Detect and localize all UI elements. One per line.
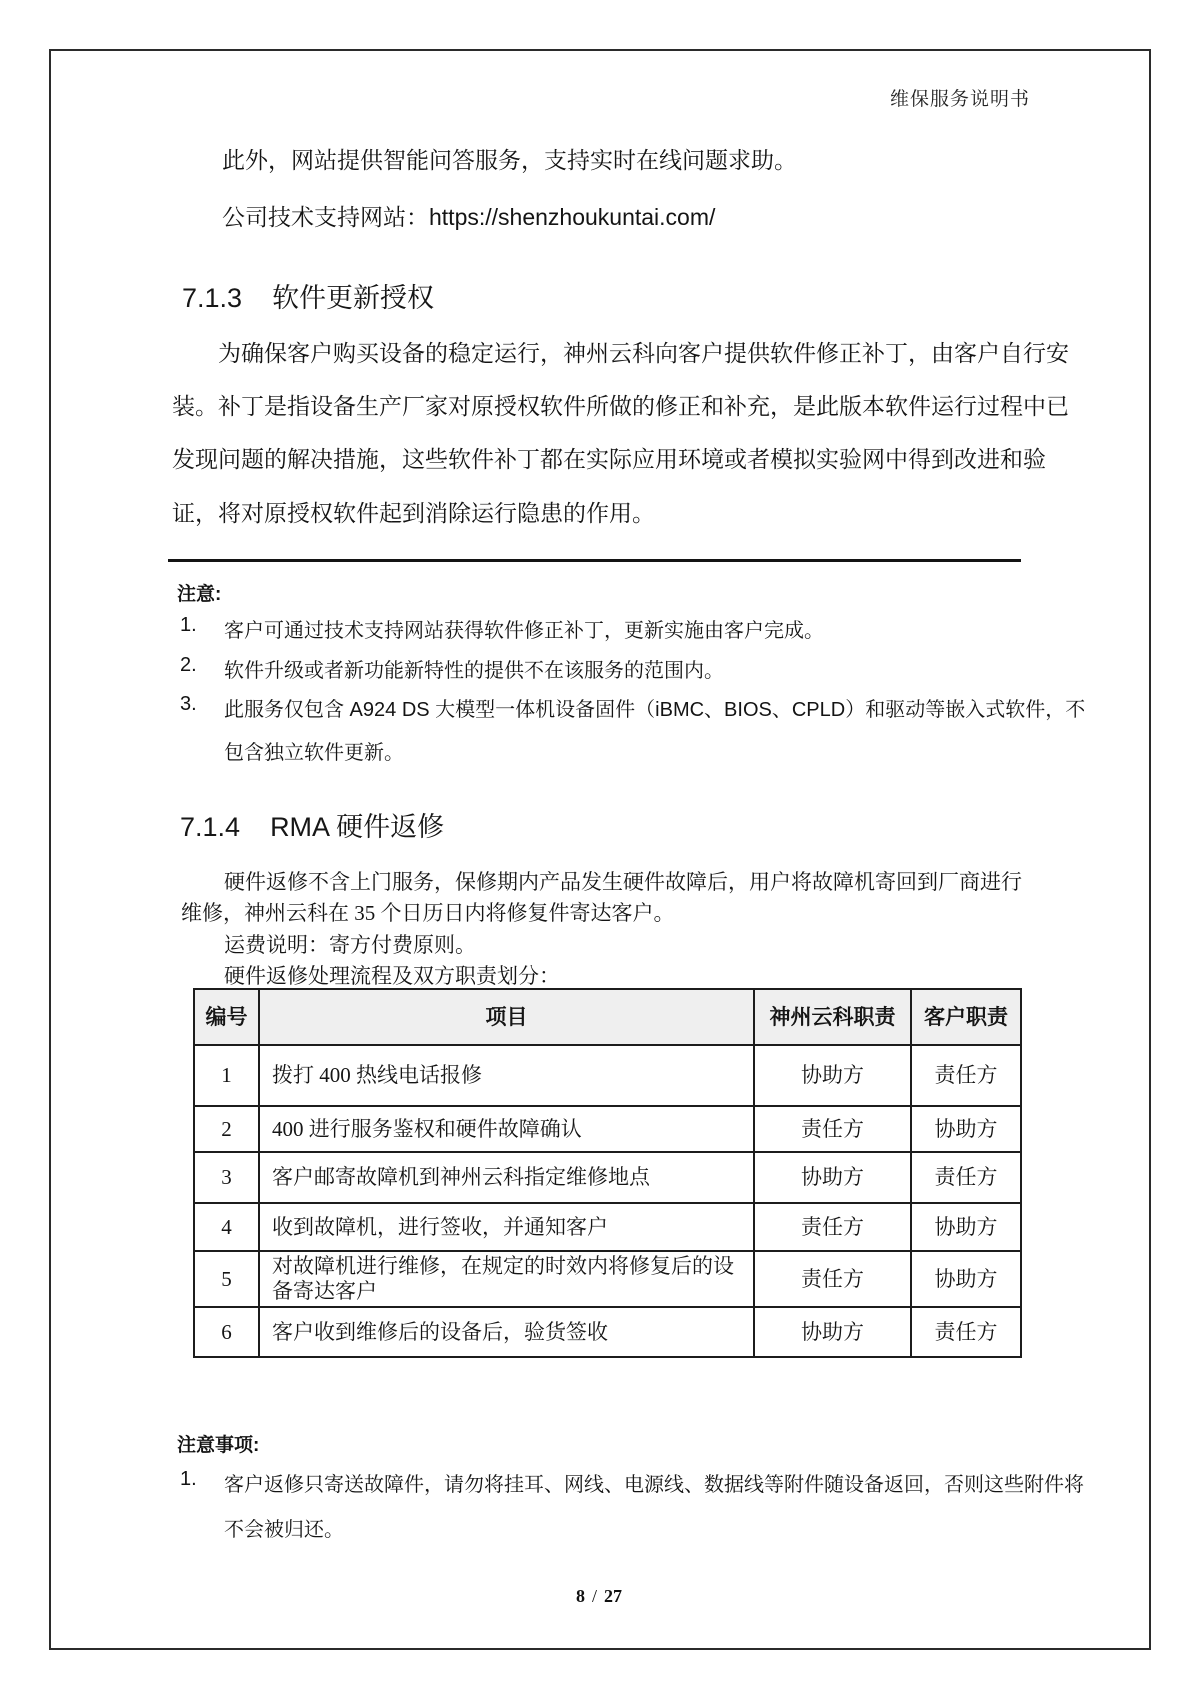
note-divider-rule — [168, 559, 1021, 562]
note-label: 注意: — [177, 584, 222, 605]
cell-customer-duty: 责任方 — [911, 1045, 1021, 1106]
cell-number: 3 — [194, 1152, 259, 1203]
intro-line-1: 此外，网站提供智能问答服务，支持实时在线问题求助。 — [222, 147, 797, 173]
note-item-text: 软件升级或者新功能新特性的提供不在该服务的范围内。 — [224, 660, 724, 682]
cell-project: 对故障机进行维修，在规定的时效内将修复后的设备寄达客户 — [259, 1251, 754, 1307]
table-header-row — [194, 989, 1021, 1045]
table-row — [194, 1251, 1021, 1307]
cell-project: 客户收到维修后的设备后，验货签收 — [259, 1307, 754, 1357]
cell-project: 客户邮寄故障机到神州云科指定维修地点 — [259, 1152, 754, 1203]
cell-customer-duty: 协助方 — [911, 1251, 1021, 1307]
cell-project: 拨打 400 热线电话报修 — [259, 1045, 754, 1106]
cell-vendor-duty: 责任方 — [754, 1203, 911, 1251]
section-7-1-4-body-line: 硬件返修不含上门服务，保修期内产品发生硬件故障后，用户将故障机寄回到厂商进行 — [224, 870, 1022, 894]
section-7-1-4-body-line: 维修，神州云科在 35 个日历日内将修复件寄达客户。 — [181, 901, 675, 925]
table-header-number: 编号 — [194, 989, 259, 1045]
section-7-1-4-number: 7.1.4 — [180, 812, 241, 842]
total-page-count: 27 — [604, 1586, 622, 1606]
note-item-number: 2. — [180, 654, 197, 676]
page-separator: / — [591, 1586, 597, 1606]
note-item-text: 此服务仅包含 A924 DS 大模型一体机设备固件（iBMC、BIOS、CPLD）和驱动等嵌入式软件，不 — [224, 699, 1086, 721]
cell-customer-duty: 协助方 — [911, 1106, 1021, 1152]
section-7-1-3-number: 7.1.3 — [182, 283, 243, 313]
table-header-vendor-duty: 神州云科职责 — [754, 989, 911, 1045]
precautions-label: 注意事项: — [177, 1435, 260, 1456]
cell-customer-duty: 协助方 — [911, 1203, 1021, 1251]
section-7-1-4-heading — [180, 805, 444, 844]
cell-project: 收到故障机，进行签收，并通知客户 — [259, 1203, 754, 1251]
cell-number: 1 — [194, 1045, 259, 1106]
precaution-item-text-continued: 不会被归还。 — [224, 1519, 344, 1541]
table-header-customer-duty: 客户职责 — [911, 989, 1021, 1045]
note-item-text: 客户可通过技术支持网站获得软件修正补丁，更新实施由客户完成。 — [224, 620, 824, 642]
table-row — [194, 1106, 1021, 1152]
shipping-note-line: 运费说明：寄方付费原则。 — [224, 933, 476, 957]
cell-project: 400 进行服务鉴权和硬件故障确认 — [259, 1106, 754, 1152]
cell-customer-duty: 责任方 — [911, 1152, 1021, 1203]
table-header-project: 项目 — [259, 989, 754, 1045]
cell-vendor-duty: 协助方 — [754, 1307, 911, 1357]
cell-number: 4 — [194, 1203, 259, 1251]
table-row — [194, 1307, 1021, 1357]
rma-process-table — [193, 988, 1022, 1358]
cell-number: 2 — [194, 1106, 259, 1152]
precaution-item-number: 1. — [180, 1468, 197, 1490]
table-row — [194, 1045, 1021, 1106]
note-item-number: 1. — [180, 614, 197, 636]
section-7-1-3-heading — [182, 276, 434, 315]
section-7-1-3-body-line: 装。补丁是指设备生产厂家对原授权软件所做的修正和补充，是此版本软件运行过程中已 — [172, 393, 1069, 419]
cell-vendor-duty: 协助方 — [754, 1152, 911, 1203]
precaution-item-text: 客户返修只寄送故障件，请勿将挂耳、网线、电源线、数据线等附件随设备返回，否则这些附件将 — [224, 1474, 1084, 1496]
document-header-title: 维保服务说明书 — [890, 89, 1031, 110]
section-7-1-4-title: RMA 硬件返修 — [270, 812, 445, 842]
section-7-1-3-body-line: 为确保客户购买设备的稳定运行，神州云科向客户提供软件修正补丁，由客户自行安 — [218, 340, 1069, 366]
cell-vendor-duty: 责任方 — [754, 1106, 911, 1152]
current-page-number: 8 — [575, 1586, 585, 1606]
intro-line-2: 公司技术支持网站：https://shenzhoukuntai.com/ — [222, 204, 716, 230]
table-row — [194, 1203, 1021, 1251]
cell-vendor-duty: 责任方 — [754, 1251, 911, 1307]
cell-number: 6 — [194, 1307, 259, 1357]
note-item-number: 3. — [180, 693, 197, 715]
note-item-text-continued: 包含独立软件更新。 — [224, 742, 404, 764]
cell-customer-duty: 责任方 — [911, 1307, 1021, 1357]
table-intro-line: 硬件返修处理流程及双方职责划分： — [224, 964, 560, 988]
section-7-1-3-title: 软件更新授权 — [272, 283, 435, 313]
cell-vendor-duty: 协助方 — [754, 1045, 911, 1106]
cell-number: 5 — [194, 1251, 259, 1307]
section-7-1-3-body-line: 发现问题的解决措施，这些软件补丁都在实际应用环境或者模拟实验网中得到改进和验 — [172, 446, 1046, 472]
page-number-footer — [49, 1586, 1149, 1607]
table-row — [194, 1152, 1021, 1203]
section-7-1-3-body-line: 证，将对原授权软件起到消除运行隐患的作用。 — [172, 500, 655, 526]
